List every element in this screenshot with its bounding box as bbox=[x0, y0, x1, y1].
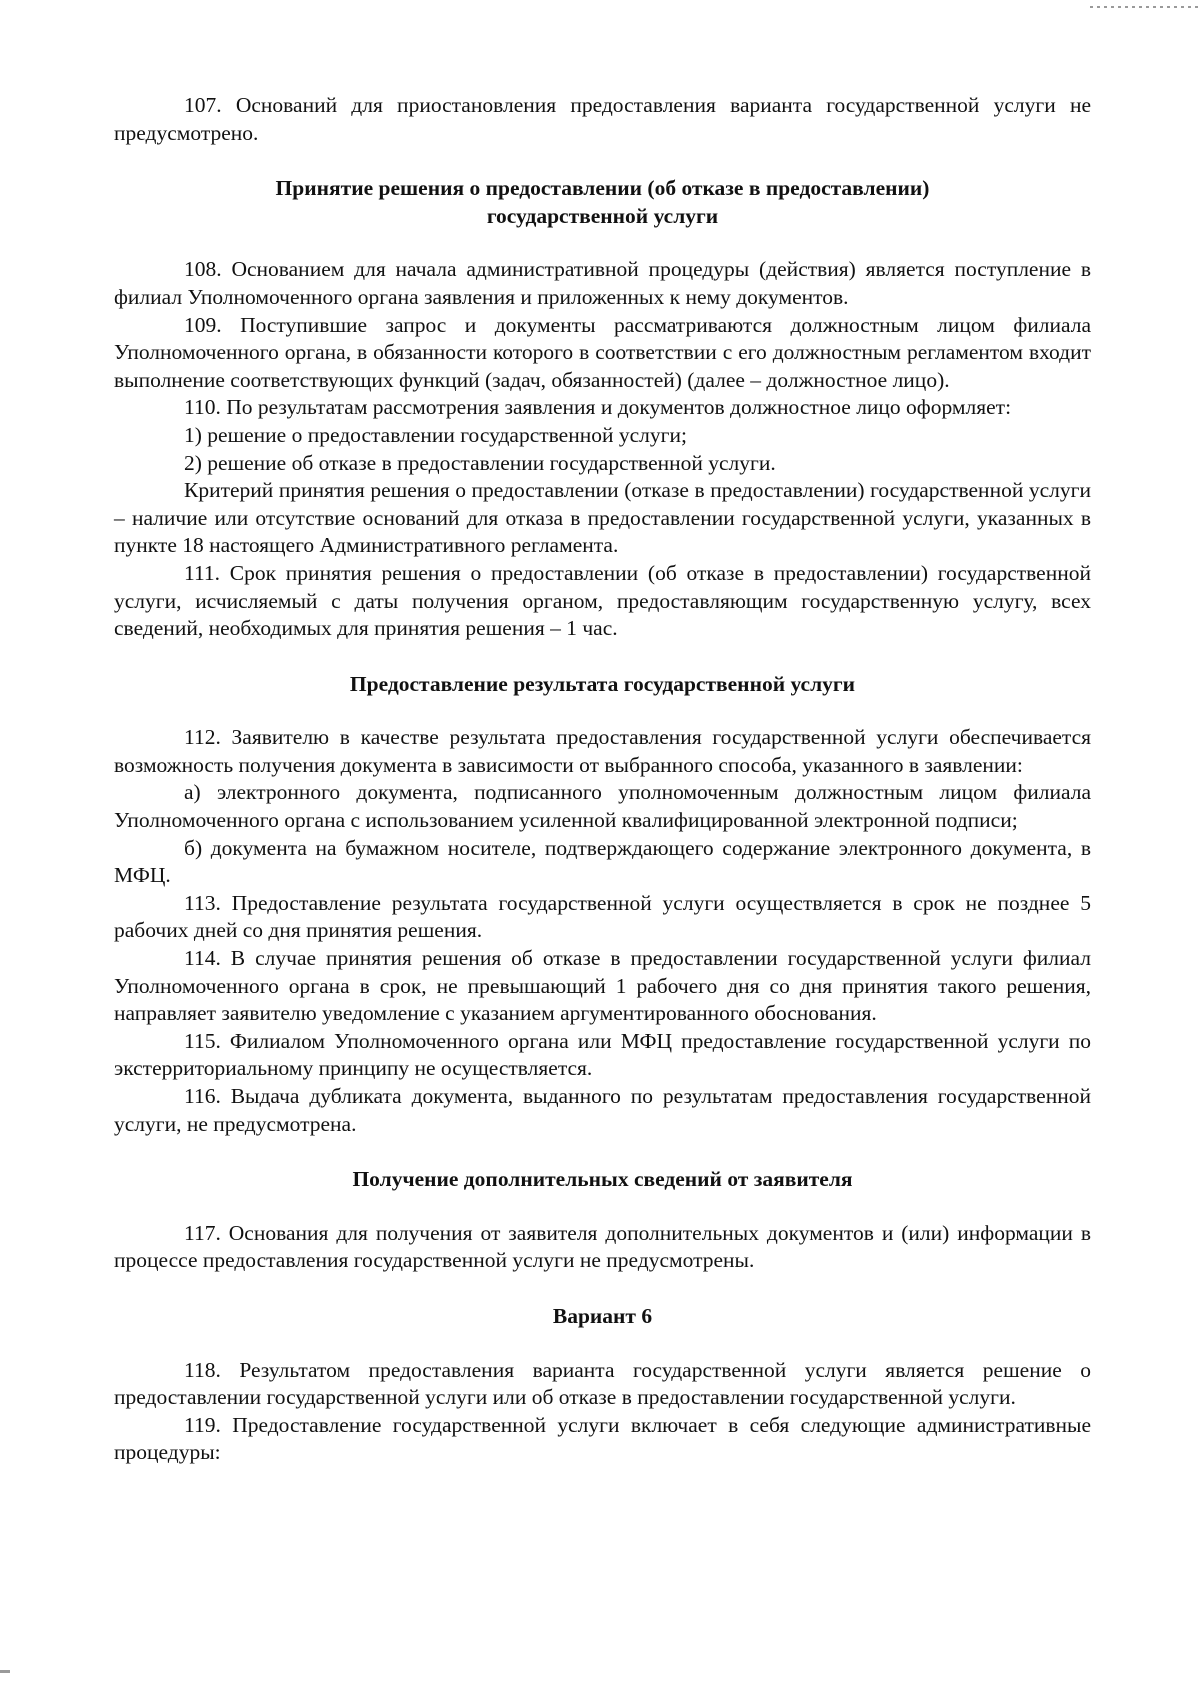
paragraph: 111. Срок принятия решения о предоставлении (об отказе в предоставлении) государственной услуги, исчисляемый с даты получения органом, предоставляющим государственную услугу, всех сведений, необходимых для принятия решения – 1 час. bbox=[114, 560, 1091, 641]
paragraph: 118. Результатом предоставления варианта государственной услуги является решение о предоставлении государственной услуги или об отказе в предоставлении государственной услуги. bbox=[114, 1357, 1091, 1410]
section-additional-info bbox=[114, 1220, 1091, 1275]
paragraph: 114. В случае принятия решения об отказе в предоставлении государственной услуги филиал Уполномоченного органа в срок, не превышающий 1 рабочего дня со дня принятия такого решения, направляет заявителю уведомление с указанием аргументированного обоснования. bbox=[114, 946, 1091, 1026]
paragraph: Критерий принятия решения о предоставлении (отказе в предоставлении) государственной услуги – наличие или отсутствие оснований для отказа в предоставлении государственной услуги, указанных в пункте 18 настоящего Административного регламента. bbox=[114, 478, 1091, 558]
paragraph: 110. По результатам рассмотрения заявления и документов должностное лицо оформляет: bbox=[184, 395, 1012, 420]
paragraph: 115. Филиалом Уполномоченного органа или МФЦ предоставление государственной услуги по экстерриториальному принципу не осуществляется. bbox=[114, 1028, 1091, 1081]
scan-artifact bbox=[1090, 6, 1200, 8]
paragraph: 113. Предоставление результата государственной услуги осуществляется в срок не позднее 5 рабочих дней со дня принятия решения. bbox=[114, 890, 1091, 943]
section-heading: Принятие решения о предоставлении (об отказе в предоставлении) государственной услуги bbox=[275, 176, 930, 228]
section-intro bbox=[114, 92, 1091, 147]
paragraph: 107. Оснований для приостановления предоставления варианта государственной услуги не предусмотрено. bbox=[114, 93, 1091, 145]
paragraph: 116. Выдача дубликата документа, выданного по результатам предоставления государственной услуги, не предусмотрена. bbox=[114, 1084, 1091, 1136]
paragraph: б) документа на бумажном носителе, подтверждающего содержание электронного документа, в МФЦ. bbox=[114, 835, 1091, 888]
scan-artifact bbox=[0, 1670, 10, 1673]
paragraph: 117. Основания для получения от заявителя дополнительных документов и (или) информации в процессе предоставления государственной услуги не предусмотрены. bbox=[114, 1220, 1091, 1273]
paragraph: а) электронного документа, подписанного уполномоченным должностным лицом филиала Уполномоченного органа с использованием усиленной квалифицированной электронной подписи; bbox=[114, 780, 1091, 833]
document-body bbox=[114, 92, 1091, 1467]
section-variant-6 bbox=[114, 1357, 1091, 1467]
section-result bbox=[114, 724, 1091, 1138]
paragraph: 108. Основанием для начала административной процедуры (действия) является поступление в филиал Уполномоченного органа заявления и приложенных к нему документов. bbox=[114, 257, 1091, 309]
paragraph: 109. Поступившие запрос и документы рассматриваются должностным лицом филиала Уполномоченного органа, в обязанности которого в соответствии с его должностным регламентом входит выполнение соответствующих функций (задач, обязанностей) (далее – должностное лицо). bbox=[114, 312, 1091, 392]
section-heading: Получение дополнительных сведений от заявителя bbox=[352, 1167, 853, 1192]
paragraph: 119. Предоставление государственной услуги включает в себя следующие административные процедуры: bbox=[114, 1412, 1091, 1465]
paragraph: 2) решение об отказе в предоставлении государственной услуги. bbox=[184, 450, 776, 475]
section-decision bbox=[114, 256, 1091, 642]
section-heading: Вариант 6 bbox=[552, 1303, 653, 1328]
paragraph: 1) решение о предоставлении государственной услуги; bbox=[184, 422, 687, 447]
paragraph: 112. Заявителю в качестве результата предоставления государственной услуги обеспечивается возможность получения документа в зависимости от выбранного способа, указанного в заявлении: bbox=[114, 725, 1091, 777]
section-heading: Предоставление результата государственной услуги bbox=[349, 671, 856, 696]
